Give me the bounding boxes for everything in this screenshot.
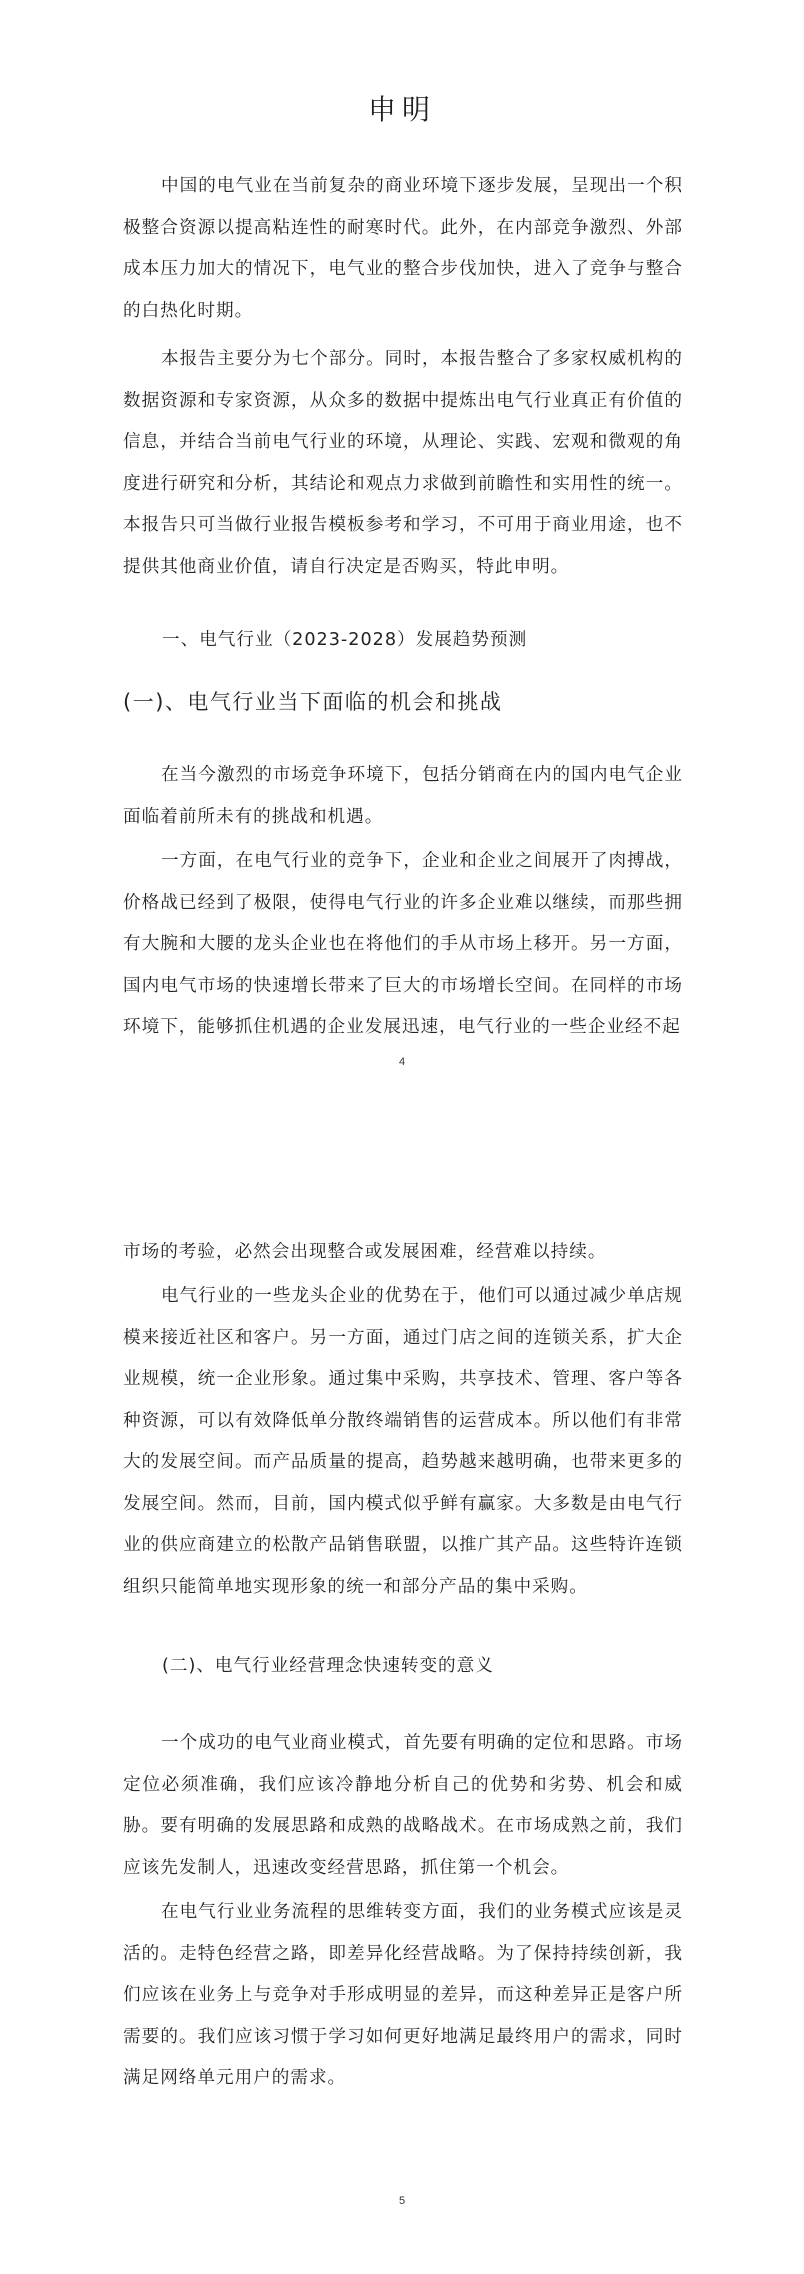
body-paragraph: 电气行业的一些龙头企业的优势在于，他们可以通过减少单店规模来接近社区和客户。另一方面，通过门店之间的连锁关系，扩大企业规模，统一企业形象。通过集中采购，共享技术、管理、客户等各种资源，可以有效降低单分散终端销售的运营成本。所以他们有非常大的发展空间。而产品质量的提高，趋势越来越明确，也带来更多的发展空间。然而，目前，国内模式似乎鲜有赢家。大多数是由电气行业的供应商建立的松散产品销售联盟，以推广其产品。这些特许连锁组织只能简单地实现形象的统一和部分产品的集中采购。 [123, 1286, 683, 1597]
section-heading: 一、电气行业（2023-2028）发展趋势预测 [162, 630, 528, 650]
intro-paragraph-2: 本报告主要分为七个部分。同时，本报告整合了多家权威机构的数据资源和专家资源，从众多的数据中提炼出电气行业真正有价值的信息，并结合当前电气行业的环境，从理论、实践、宏观和微观的角度进行研究和分析，其结论和观点力求做到前瞻性和实用性的统一。本报告只可当做行业报告模板参考和学习，不可用于商业用途，也不提供其他商业价值，请自行决定是否购买，特此申明。 [123, 349, 683, 577]
body-paragraph: 一方面，在电气行业的竞争下，企业和企业之间展开了肉搏战，价格战已经到了极限，使得电气行业的许多企业难以继续，而那些拥有大腕和大腰的龙头企业也在将他们的手从市场上移开。另一方面，国内电气市场的快速增长带来了巨大的市场增长空间。在同样的市场环境下，能够抓住机遇的企业发展迅速，电气行业的一些企业经不起 [123, 851, 683, 1037]
continued-paragraph: 市场的考验，必然会出现整合或发展困难，经营难以持续。 [123, 1242, 607, 1262]
subsection-heading-1: (一)、电气行业当下面临的机会和挑战 [123, 690, 503, 714]
intro-paragraph-1: 中国的电气业在当前复杂的商业环境下逐步发展，呈现出一个积极整合资源以提高粘连性的耐寒时代。此外，在内部竞争激烈、外部成本压力加大的情况下，电气业的整合步伐加快，进入了竞争与整合的白热化时期。 [123, 176, 683, 321]
body-paragraph: 在电气行业业务流程的思维转变方面，我们的业务模式应该是灵活的。走特色经营之路，即差异化经营战略。为了保持持续创新，我们应该在业务上与竞争对手形成明显的差异，而这种差异正是客户所需要的。我们应该习惯于学习如何更好地满足最终用户的需求，同时满足网络单元用户的需求。 [123, 1902, 683, 2088]
page-number: 5 [398, 2195, 406, 2207]
document-title: 申明 [367, 93, 436, 126]
subsection-heading-2: (二)、电气行业经营理念快速转变的意义 [162, 1656, 494, 1676]
body-paragraph: 在当今激烈的市场竞争环境下，包括分销商在内的国内电气企业面临着前所未有的挑战和机遇。 [123, 765, 683, 827]
page-number: 4 [398, 1056, 406, 1068]
body-paragraph: 一个成功的电气业商业模式，首先要有明确的定位和思路。市场定位必须准确，我们应该冷静地分析自己的优势和劣势、机会和威胁。要有明确的发展思路和成熟的战略战术。在市场成熟之前，我们应该先发制人，迅速改变经营思路，抓住第一个机会。 [123, 1733, 683, 1878]
